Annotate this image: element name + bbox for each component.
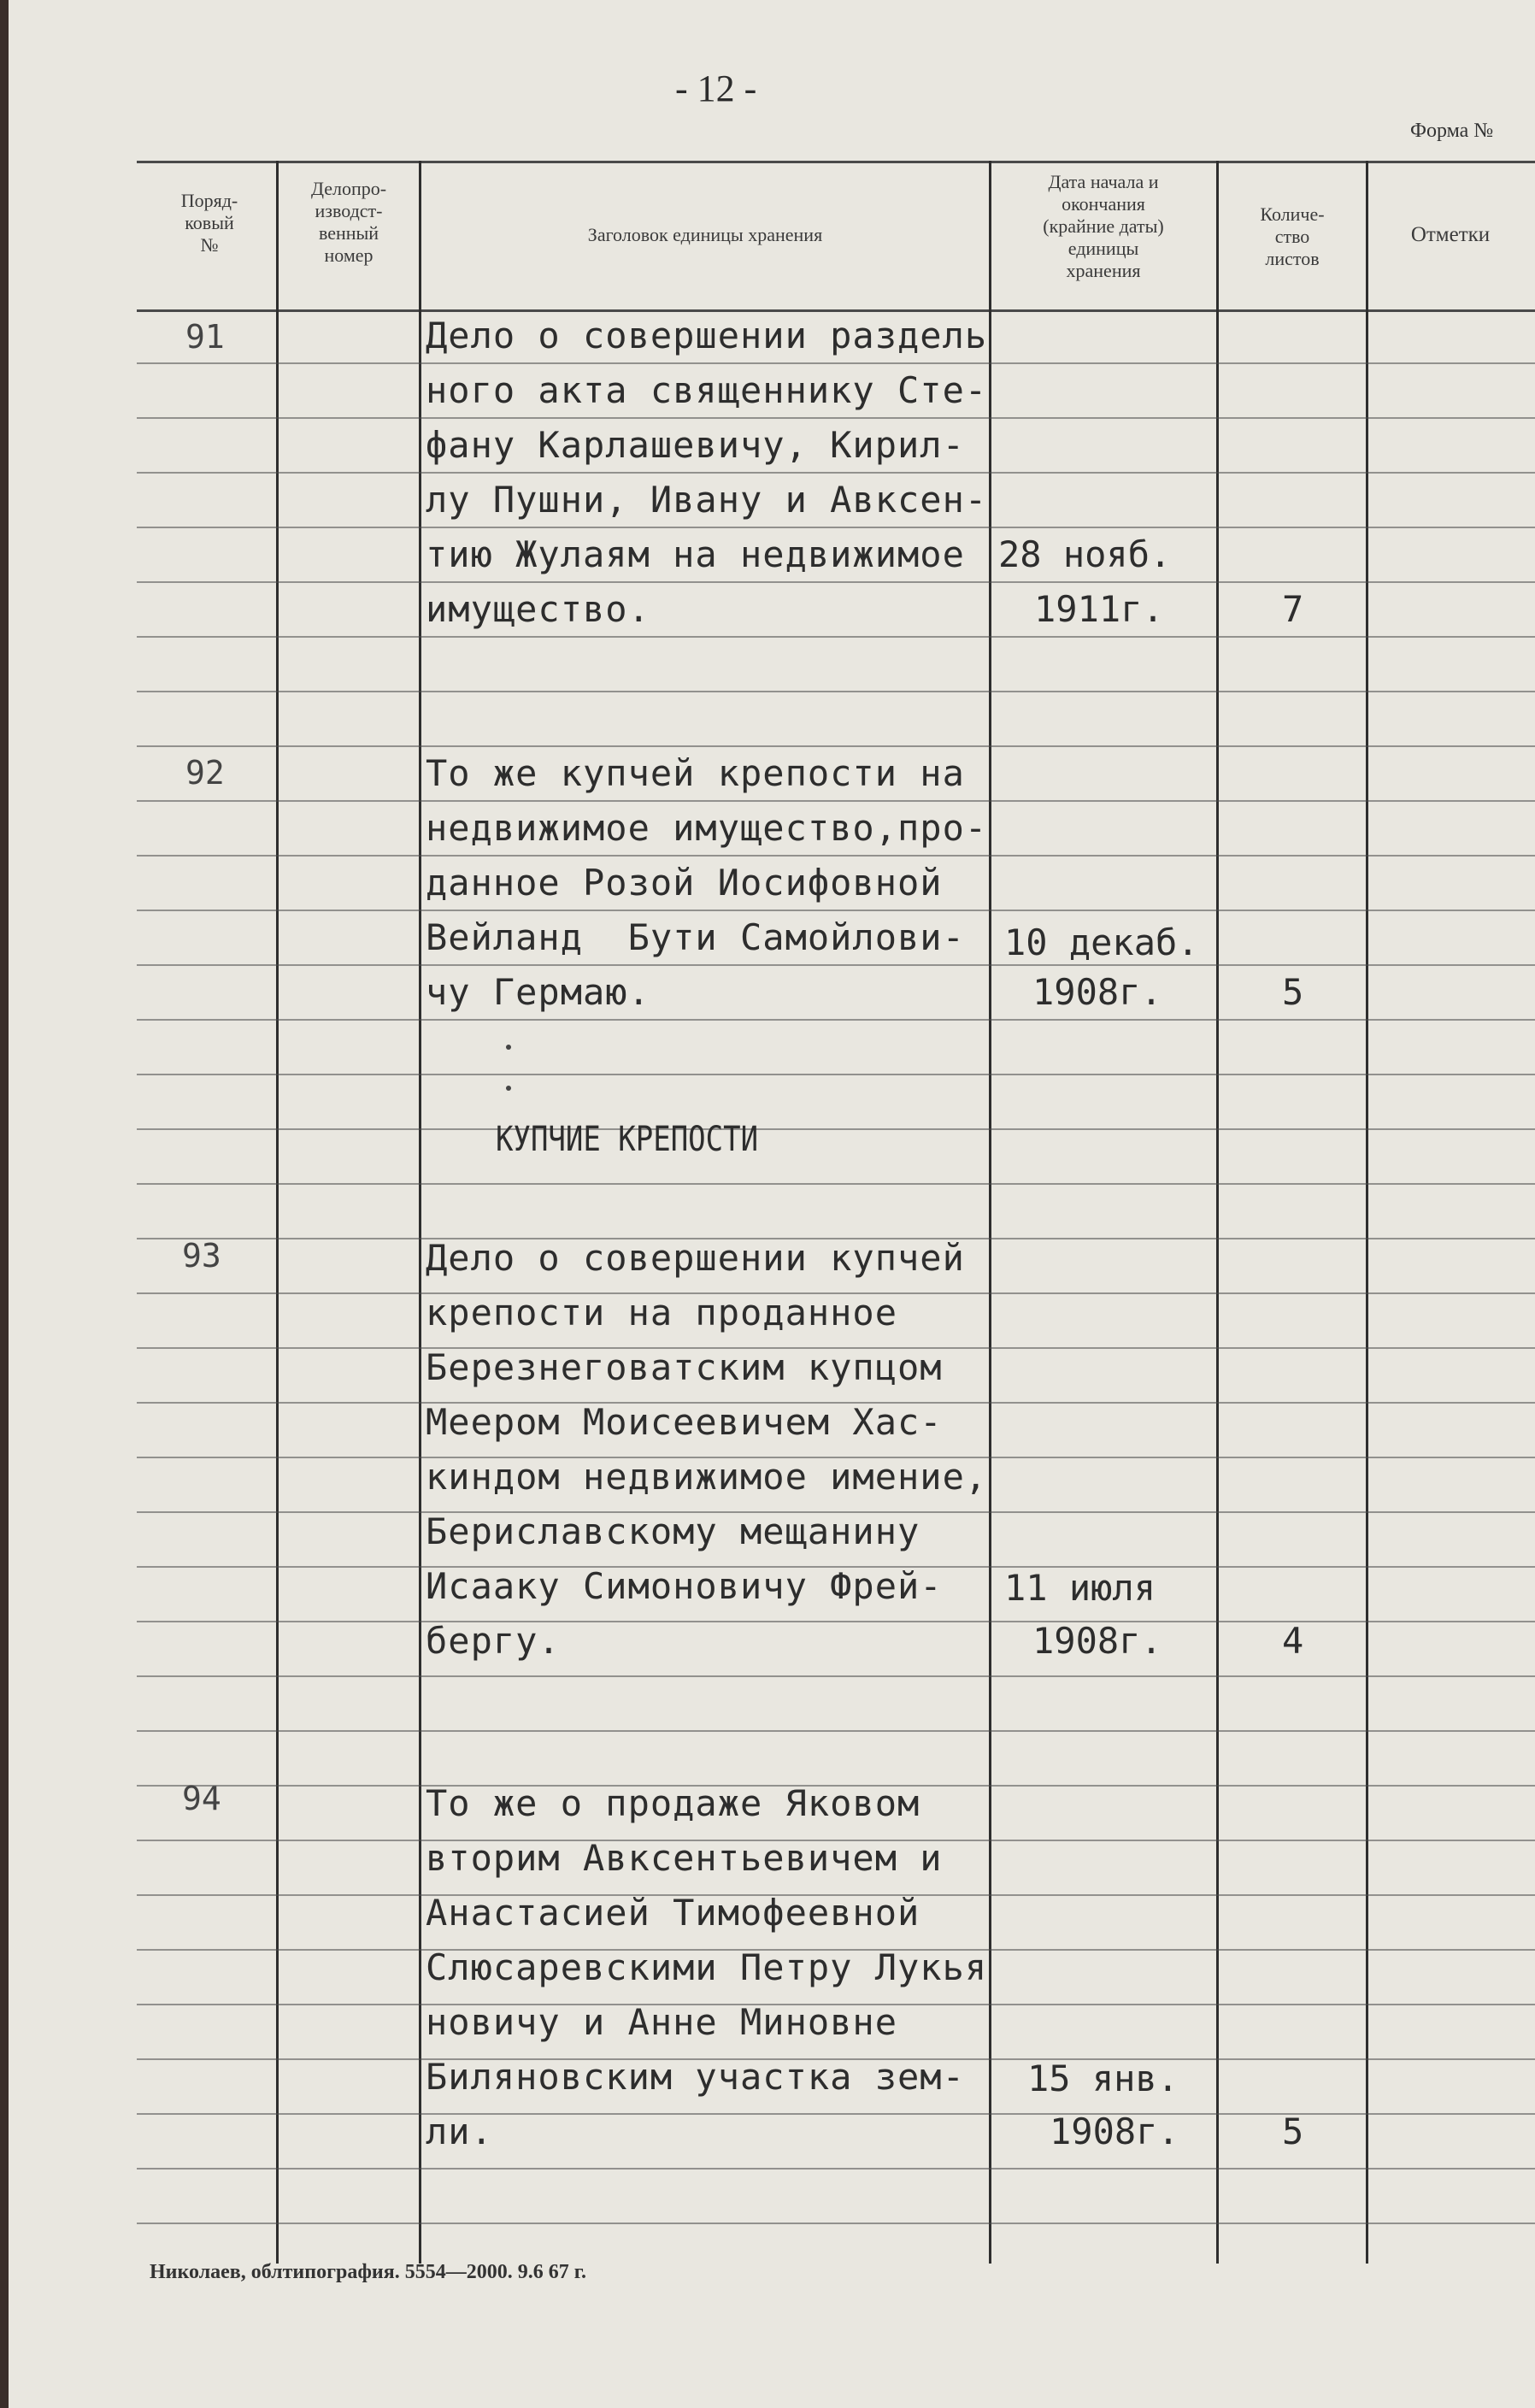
row-rule <box>137 910 1535 911</box>
entry-number: 92 <box>185 754 225 792</box>
entry-title-line: вторим Авксентьевичем и <box>426 1837 943 1879</box>
entry-title-line: фану Карлашевичу, Кирил- <box>426 424 965 466</box>
row-rule <box>137 472 1535 474</box>
entry-date-year: 1908г. <box>1050 2111 1179 2152</box>
entry-date-day: 10 декаб. <box>1004 921 1199 963</box>
entry-title-line: имущество. <box>426 588 650 630</box>
entry-title-line: ли. <box>426 2111 493 2152</box>
entry-title-line: Исааку Симоновичу Фрей- <box>426 1565 943 1607</box>
row-rule <box>137 800 1535 802</box>
entry-title-line: Дело о совершении купчей <box>426 1237 965 1279</box>
row-rule <box>137 691 1535 692</box>
entry-date-day: 15 янв. <box>1027 2058 1179 2099</box>
row-rule <box>137 362 1535 364</box>
header-top-rule <box>137 161 1535 163</box>
entry-date-day: 11 июля <box>1004 1567 1156 1609</box>
entry-number: 93 <box>182 1237 221 1275</box>
entry-title-line: бергу. <box>426 1620 561 1662</box>
entry-title-line: Березнеговатским купцом <box>426 1346 943 1388</box>
column-divider-dates <box>1216 161 1219 2264</box>
header-serial-number: Поряд- ковый № <box>180 190 238 256</box>
column-divider-title <box>989 161 991 2264</box>
ellipsis-dot <box>506 1045 511 1050</box>
row-rule <box>137 855 1535 857</box>
row-rule <box>137 1128 1535 1130</box>
entry-title-line: чу Гермаю. <box>426 971 650 1013</box>
row-rule <box>137 1074 1535 1075</box>
entry-date-year: 1908г. <box>1032 971 1162 1013</box>
row-rule <box>137 1183 1535 1185</box>
entry-title-line: ного акта священнику Сте- <box>426 369 988 411</box>
entry-title-line: крепости на проданное <box>426 1292 898 1334</box>
header-sheet-count: Количе- ство листов <box>1260 203 1325 269</box>
row-rule <box>137 1019 1535 1021</box>
entry-title-line: киндом недвижимое имение, <box>426 1456 988 1498</box>
column-divider-serial <box>276 161 279 2264</box>
row-rule <box>137 1675 1535 1677</box>
row-rule <box>137 1730 1535 1732</box>
form-label: Форма № <box>1410 120 1494 142</box>
header-record-number: Делопро- изводст- венный номер <box>310 178 387 266</box>
entry-date-year: 1911г. <box>1034 588 1164 630</box>
row-rule <box>137 417 1535 419</box>
header-bottom-rule <box>137 309 1535 312</box>
header-notes: Отметки <box>1410 223 1491 246</box>
row-rule <box>137 527 1535 528</box>
column-divider-record <box>419 161 421 2264</box>
page-number: - 12 - <box>675 68 757 109</box>
entry-sheet-count: 5 <box>1282 2111 1304 2152</box>
header-storage-unit-title: Заголовок единицы хранения <box>587 224 823 245</box>
entry-title-line: Бериславскому мещанину <box>426 1510 920 1552</box>
ellipsis-dot <box>506 1086 511 1091</box>
entry-sheet-count: 5 <box>1282 971 1304 1013</box>
entry-title-line: То же о продаже Яковом <box>426 1782 920 1824</box>
entry-title-line: тию Жулаям на недвижимое <box>426 533 965 575</box>
entry-title-line: Билянoвским участка зем- <box>426 2056 965 2098</box>
entry-sheet-count: 4 <box>1282 1620 1304 1662</box>
archive-page <box>9 0 1535 2408</box>
row-rule <box>137 964 1535 966</box>
entry-title-line: Меером Моисеевичем Хас- <box>426 1401 943 1443</box>
section-heading: КУПЧИЕ КРЕПОСТИ <box>496 1120 759 1159</box>
row-rule <box>137 745 1535 747</box>
printer-imprint: Николаев, облтипография. 5554—2000. 9.6 67 г. <box>150 2261 586 2283</box>
header-dates: Дата начала и окончания (крайние даты) единицы хранения <box>1043 171 1164 281</box>
entry-number: 91 <box>185 318 225 356</box>
row-rule <box>137 581 1535 583</box>
entry-title-line: Дело о совершении раздель <box>426 315 988 356</box>
entry-title-line: новичу и Анне Миновне <box>426 2001 898 2043</box>
entry-title-line: лу Пушни, Ивану и Авксен- <box>426 479 988 521</box>
row-rule <box>137 636 1535 638</box>
entry-title-line: недвижимое имущество,про- <box>426 807 988 849</box>
entry-date-day: 28 нояб. <box>998 533 1172 575</box>
entry-title-line: Анастасией Тимофеевной <box>426 1892 920 1934</box>
column-divider-sheets <box>1366 161 1368 2264</box>
row-rule <box>137 2113 1535 2115</box>
entry-title-line: Вейланд Бути Самойлови- <box>426 916 965 958</box>
entry-sheet-count: 7 <box>1282 588 1304 630</box>
row-rule <box>137 2168 1535 2170</box>
entry-number: 94 <box>182 1780 221 1817</box>
entry-title-line: данное Розой Иосифовной <box>426 862 943 904</box>
row-rule <box>137 1621 1535 1622</box>
entry-title-line: То же купчей крепости на <box>426 752 965 794</box>
entry-date-year: 1908г. <box>1032 1620 1162 1662</box>
row-rule <box>137 2223 1535 2224</box>
entry-title-line: Слюсаревскими Петру Лукья <box>426 1946 988 1988</box>
